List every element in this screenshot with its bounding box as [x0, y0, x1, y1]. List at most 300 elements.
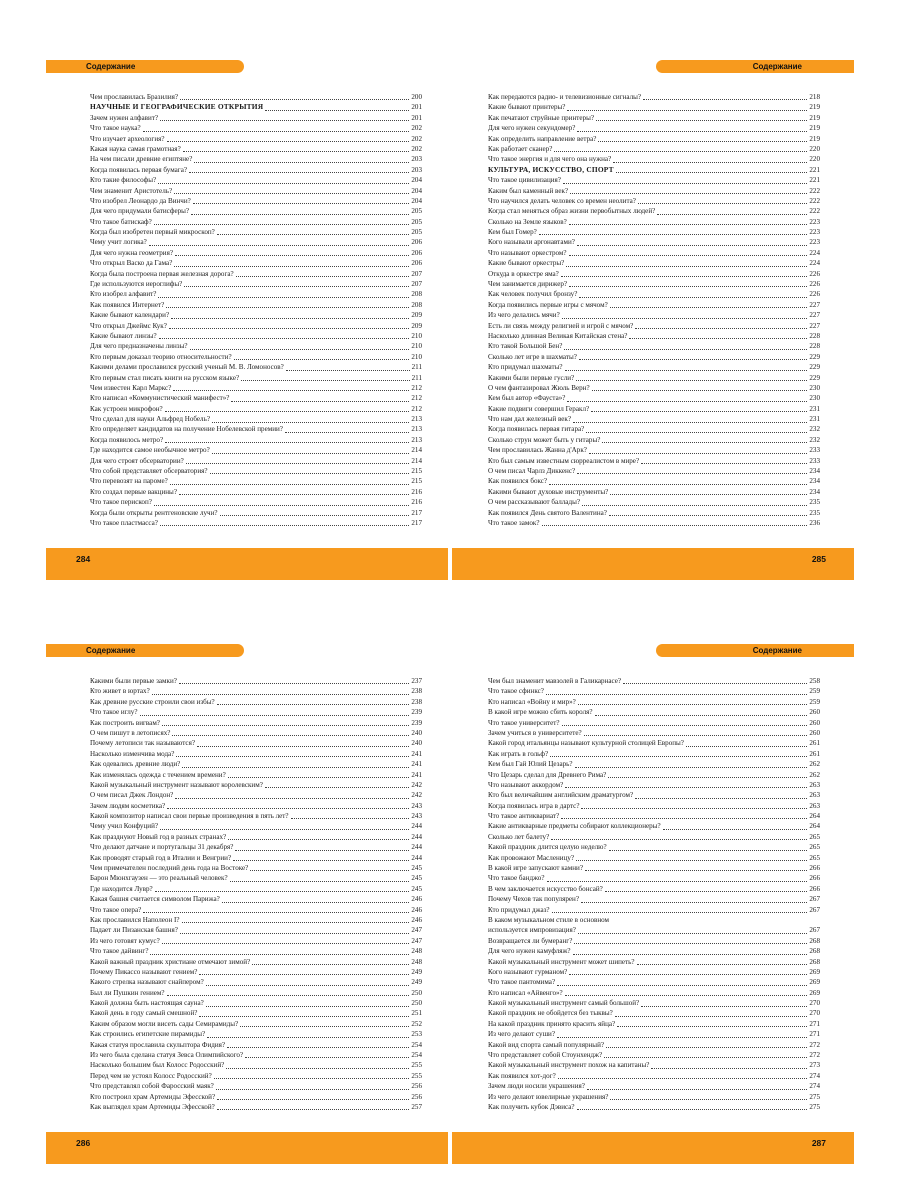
toc-entry-page: 204 [411, 186, 422, 195]
dot-leader [539, 234, 808, 235]
toc-entry [90, 456, 422, 466]
toc-entry-page: 224 [809, 248, 820, 257]
dot-leader [565, 995, 808, 996]
toc-entry-title: Кто придумал джаз? [488, 905, 550, 914]
toc-entry-title: Падает ли Пизанская башня? [90, 926, 178, 935]
dot-leader [206, 985, 410, 986]
toc-entry [488, 718, 820, 728]
toc-entry-title: Кто был величайшим английским драматургом? [488, 791, 634, 800]
dot-leader [577, 1109, 808, 1110]
dot-leader [686, 746, 807, 747]
toc-entry [90, 414, 422, 424]
toc-entry-page: 253 [411, 1030, 422, 1039]
toc-entry-title: Кто построил храм Артемиды Эфесской? [90, 1092, 216, 1101]
dot-leader [193, 203, 410, 204]
dot-leader [610, 307, 808, 308]
toc-entry-title: Сколько лет игре в шахматы? [488, 352, 577, 361]
dot-leader [252, 964, 409, 965]
toc-entry-page: 257 [411, 1103, 422, 1111]
toc-entry-page: 235 [809, 508, 820, 517]
toc-entry-title: Когда появилась первая бумага? [90, 165, 187, 174]
toc-entry [90, 508, 422, 518]
dot-leader [183, 151, 410, 152]
section-header: Содержание [656, 644, 854, 657]
toc-entry-title: Чем прославилась Бразилия? [90, 92, 179, 101]
toc-entry-title: Как появился хот-дог? [488, 1071, 556, 1080]
toc-entry-title: Как играть в гольф? [488, 749, 549, 758]
toc-entry-title: Какой музыкальный инструмент похож на капитаны? [488, 1061, 650, 1070]
toc-entry [90, 279, 422, 289]
toc-entry-page: 222 [809, 196, 820, 205]
toc-entry-title: Кто написал «Коммунистический манифест»? [90, 394, 230, 403]
dot-leader [581, 902, 807, 903]
dot-leader [629, 338, 807, 339]
toc-entry-page: 241 [411, 749, 422, 758]
dot-leader [170, 484, 410, 485]
toc-entry-page: 245 [411, 874, 422, 883]
toc-entry-page: 207 [411, 269, 422, 278]
toc-entry [90, 770, 422, 780]
toc-entry-page: 235 [809, 498, 820, 507]
toc-entry [90, 331, 422, 341]
toc-entry [90, 1060, 422, 1070]
toc-entry-page: 237 [411, 676, 422, 685]
toc-entry-title: Для чего строят обсерватории? [90, 456, 184, 465]
toc-entry [488, 269, 820, 279]
toc-entry-title: Что представляет собой Стоунхендж? [488, 1051, 603, 1060]
toc-entry-title: Когда появились первые игры с мячом? [488, 300, 608, 309]
dot-leader [569, 224, 808, 225]
toc-entry-page: 267 [809, 895, 820, 904]
toc-entry-title: Зачем учиться в университете? [488, 728, 582, 737]
dot-leader [155, 891, 410, 892]
toc-entry [90, 718, 422, 728]
toc-entry [90, 237, 422, 247]
toc-entry [90, 957, 422, 967]
dot-leader [160, 120, 409, 121]
toc-entry-page: 238 [411, 687, 422, 696]
toc-entry-title: Что такое пластмасса? [90, 519, 158, 527]
toc-entry-page: 269 [809, 978, 820, 987]
toc-entry-page: 243 [411, 812, 422, 821]
toc-entry-title: В каком музыкальном стиле в основном [488, 915, 610, 924]
dot-leader [143, 131, 410, 132]
toc-entry [90, 134, 422, 144]
toc-entry-page: 212 [411, 383, 422, 392]
toc-entry [488, 414, 820, 424]
dot-leader [605, 891, 808, 892]
dot-leader [176, 756, 409, 757]
toc-section-heading [488, 165, 820, 175]
dot-leader [576, 860, 807, 861]
toc-entry-page: 215 [411, 467, 422, 476]
dot-leader [217, 234, 410, 235]
toc-entry [488, 206, 820, 216]
toc-entry-title: Сколько на Земле языков? [488, 217, 567, 226]
dot-leader [180, 99, 409, 100]
toc-entry-title: Какой праздник не обойдется без тыквы? [488, 1009, 613, 1018]
dot-leader [162, 725, 409, 726]
page-footer-bar [452, 1132, 854, 1164]
toc-entry-title: Кто придумал шахматы? [488, 363, 563, 372]
dot-leader [220, 515, 410, 516]
toc-entry-page: 219 [809, 113, 820, 122]
toc-entry [488, 998, 820, 1008]
toc-entry-title: Как определить направление ветра? [488, 134, 597, 143]
toc-entry-page: 271 [809, 1030, 820, 1039]
dot-leader [173, 390, 409, 391]
toc-page-286 [46, 624, 448, 1172]
toc-entry-title: Какими были первые замки? [90, 676, 177, 685]
toc-entry-page: 227 [809, 311, 820, 320]
toc-entry [90, 175, 422, 185]
toc-entry-page: 254 [411, 1040, 422, 1049]
dot-leader [582, 505, 807, 506]
dot-leader [578, 933, 807, 934]
toc-entry [488, 466, 820, 476]
page-number: 286 [76, 1138, 91, 1148]
toc-entry-title: Какие подвиги совершил Геракл? [488, 404, 590, 413]
toc-entry-title: Из чего готовят кумус? [90, 936, 160, 945]
toc-entry-page: 244 [411, 832, 422, 841]
toc-entry [90, 915, 422, 925]
toc-entry-title: Чем прославилась Жанна д'Арк? [488, 446, 587, 455]
toc-entry-page: 264 [809, 812, 820, 821]
toc-entry [90, 206, 422, 216]
toc-entry-page: 210 [411, 342, 422, 351]
toc-entry-page: 230 [809, 394, 820, 403]
toc-entry [488, 383, 820, 393]
dot-leader [191, 214, 409, 215]
toc-entry-title: КУЛЬТУРА, ИСКУССТВО, СПОРТ [488, 164, 614, 174]
toc-entry-title: Насколько длинная Великая Китайская стена? [488, 331, 628, 340]
dot-leader [169, 328, 409, 329]
toc-entry [90, 154, 422, 164]
toc-entry-title: Что такое банджо? [488, 874, 545, 883]
toc-entry-title: Что делают датчане и португальцы 31 декабря? [90, 843, 234, 852]
toc-entry-page: 211 [411, 363, 422, 372]
dot-leader [573, 954, 808, 955]
toc-entry [488, 749, 820, 759]
toc-entry [90, 1019, 422, 1029]
dot-leader [542, 525, 808, 526]
toc-entry-title: Что такое энергия и для чего она нужна? [488, 155, 612, 164]
toc-entry-page: 243 [411, 801, 422, 810]
toc-entry-page: 205 [411, 217, 422, 226]
toc-entry-title: НАУЧНЫЕ И ГЕОГРАФИЧЕСКИЕ ОТКРЫТИЯ [90, 102, 264, 112]
toc-entry [488, 508, 820, 518]
dot-leader [182, 922, 410, 923]
toc-entry-title: Откуда в оркестре яма? [488, 269, 559, 278]
toc-entry-title: Был ли Пушкин гением? [90, 988, 165, 997]
toc-entry-page: 265 [809, 853, 820, 862]
toc-entry-title: Кого называют гурманом? [488, 967, 568, 976]
dot-leader [217, 1099, 409, 1100]
toc-entry-page: 246 [411, 895, 422, 904]
toc-entry-page: 244 [411, 822, 422, 831]
toc-page-287 [452, 624, 854, 1172]
toc-entry [488, 988, 820, 998]
dot-leader [265, 110, 409, 111]
toc-entry-page: 212 [411, 394, 422, 403]
toc-entry-page: 208 [411, 290, 422, 299]
page-number: 284 [76, 554, 91, 564]
toc-entry-title: Барон Мюнхгаузен — это реальный человек? [90, 874, 228, 883]
toc-entry [90, 1092, 422, 1102]
dot-leader [651, 1068, 807, 1069]
toc-entry-page: 219 [809, 134, 820, 143]
toc-entry-page: 239 [411, 708, 422, 717]
toc-entry [90, 227, 422, 237]
toc-entry [488, 248, 820, 258]
dot-leader [558, 1078, 808, 1079]
toc-entry-page: 201 [411, 103, 422, 112]
toc-entry [488, 728, 820, 738]
toc-entry-title: Сколько струн может быть у гитары? [488, 435, 601, 444]
toc-entry-page: 202 [411, 144, 422, 153]
toc-entry-page: 245 [411, 884, 422, 893]
toc-entry-title: Как выглядел храм Артемиды Эфесской? [90, 1103, 215, 1111]
toc-entry [90, 165, 422, 175]
toc-entry-title: Какими делами прославился русский ученый М. В. Ломоносов? [90, 363, 284, 372]
toc-entry [488, 144, 820, 154]
toc-entry-page: 227 [809, 300, 820, 309]
dot-leader [140, 715, 410, 716]
toc-entry [90, 1040, 422, 1050]
toc-entry [90, 497, 422, 507]
toc-entry [90, 373, 422, 383]
toc-entry [488, 863, 820, 873]
toc-entry-title: Кто изобрел алфавит? [90, 290, 157, 299]
dot-leader [228, 839, 409, 840]
toc-entry-title: Почему Пикассо называют гением? [90, 967, 198, 976]
toc-entry-title: Кем был автор «Фауста»? [488, 394, 566, 403]
toc-entry-title: Что собой представляет обсерватория? [90, 467, 208, 476]
toc-entry-title: Чем занимается дирижер? [488, 280, 568, 289]
toc-entry [488, 853, 820, 863]
toc-entry-title: Сколько лет балету? [488, 832, 550, 841]
toc-entry-title: Как древние русские строили свои избы? [90, 697, 215, 706]
dot-leader [174, 193, 409, 194]
dot-leader [166, 307, 409, 308]
toc-entry-page: 231 [809, 404, 820, 413]
toc-entry-title: О чем фантазировал Жюль Верн? [488, 383, 590, 392]
toc-entry-page: 268 [809, 936, 820, 945]
toc-entry-title: Чему учил Конфуций? [90, 822, 159, 831]
toc-entry [488, 790, 820, 800]
toc-entry-title: Как изменялась одежда с течением времени? [90, 770, 226, 779]
dot-leader [623, 683, 807, 684]
toc-entry-title: Какая наука самая грамотная? [90, 144, 181, 153]
toc-entry-page: 274 [809, 1082, 820, 1091]
toc-entry-title: Что изучает археология? [90, 134, 165, 143]
dot-leader [546, 694, 807, 695]
toc-entry [488, 1102, 820, 1112]
toc-entry-title: Когда появилось метро? [90, 435, 164, 444]
toc-entry-title: Чем был знаменит мавзолей в Галикарнасе? [488, 676, 622, 685]
toc-entry [90, 707, 422, 717]
dot-leader [167, 141, 410, 142]
dot-leader [641, 463, 807, 464]
toc-entry-page: 244 [411, 853, 422, 862]
toc-entry [90, 998, 422, 1008]
dot-leader [613, 162, 807, 163]
toc-entry [90, 905, 422, 915]
toc-entry-page: 229 [809, 373, 820, 382]
toc-entry [90, 749, 422, 759]
toc-entry [488, 915, 820, 925]
toc-entry-title: Какими бывают духовые инструменты? [488, 487, 609, 496]
toc-entry-title: Когда появилась первая гитара? [488, 425, 585, 434]
toc-entry-page: 260 [809, 718, 820, 727]
toc-entry-page: 203 [411, 165, 422, 174]
toc-entry-page: 215 [411, 477, 422, 486]
toc-entry [90, 352, 422, 362]
dot-leader [610, 1099, 807, 1100]
toc-entry-page: 244 [411, 843, 422, 852]
dot-leader [557, 1037, 807, 1038]
toc-entry [488, 905, 820, 915]
toc-entry [488, 894, 820, 904]
toc-entry-title: Какого стрелка называют снайпером? [90, 978, 204, 987]
toc-entry-page: 274 [809, 1071, 820, 1080]
toc-entry-title: Кем был Гомер? [488, 228, 537, 237]
toc-entry-page: 246 [411, 915, 422, 924]
toc-entry [90, 300, 422, 310]
toc-entry-title: Где используются иероглифы? [90, 280, 183, 289]
toc-entry-title: Какие бывают оркестры? [488, 259, 565, 268]
toc-entry [90, 404, 422, 414]
toc-entry [488, 1009, 820, 1019]
dot-leader [573, 422, 807, 423]
toc-entry-page: 263 [809, 791, 820, 800]
dot-leader [567, 401, 807, 402]
dot-leader [265, 787, 410, 788]
toc-entry-page: 263 [809, 801, 820, 810]
toc-entry-title: Что такое университет? [488, 718, 560, 727]
toc-entry-title: Как появился Интернет? [90, 300, 165, 309]
toc-entry [488, 1029, 820, 1039]
dot-leader [577, 473, 807, 474]
dot-leader [609, 515, 807, 516]
toc-entry [90, 811, 422, 821]
dot-leader [589, 453, 807, 454]
toc-entry-title: Из чего была сделана статуя Зевса Олимпийского? [90, 1051, 244, 1060]
toc-entry-page: 208 [411, 300, 422, 309]
toc-entry-title: Где находится самое необычное метро? [90, 446, 210, 455]
toc-entry-title: Как работает сканер? [488, 144, 553, 153]
toc-entry [90, 1081, 422, 1091]
toc-entry-title: Как проводят старый год в Италии и Венгрии? [90, 853, 232, 862]
toc-entry [488, 697, 820, 707]
dot-leader [547, 881, 808, 882]
toc-entry [90, 697, 422, 707]
toc-entry-page: 260 [809, 708, 820, 717]
toc-entry-page: 206 [411, 259, 422, 268]
toc-entry-page: 233 [809, 446, 820, 455]
toc-entry-title: Какие бывают календари? [90, 311, 170, 320]
toc-entry-title: Зачем нужен алфавит? [90, 113, 159, 122]
dot-leader [587, 1089, 807, 1090]
toc-entry-title: Что такое замок? [488, 519, 540, 527]
toc-entry [90, 863, 422, 873]
toc-entry-page: 205 [411, 207, 422, 216]
toc-entry-page: 213 [411, 415, 422, 424]
toc-entry-page: 263 [809, 780, 820, 789]
toc-entry-page: 273 [809, 1061, 820, 1070]
toc-entry-page: 262 [809, 770, 820, 779]
dot-leader [230, 881, 410, 882]
dot-leader [610, 494, 807, 495]
toc-entry-title: Какой должна быть настоящая сауна? [90, 999, 204, 1008]
toc-entry-page: 265 [809, 843, 820, 852]
toc-entry [90, 988, 422, 998]
toc-entry [90, 425, 422, 435]
toc-entry-page: 212 [411, 404, 422, 413]
toc-entry-page: 203 [411, 155, 422, 164]
toc-entry [90, 196, 422, 206]
toc-entry [488, 821, 820, 831]
toc-entry-page: 214 [411, 456, 422, 465]
toc-entry-page: 272 [809, 1051, 820, 1060]
toc-section-heading [90, 102, 422, 112]
toc-entry-page: 269 [809, 988, 820, 997]
toc-entry-page: 232 [809, 435, 820, 444]
toc-entry-page: 220 [809, 144, 820, 153]
dot-leader [550, 756, 807, 757]
toc-entry-page: 216 [411, 498, 422, 507]
toc-entry-title: Что такое пантомима? [488, 978, 556, 987]
toc-entry [90, 1029, 422, 1039]
toc-entry [90, 113, 422, 123]
toc-entry [90, 123, 422, 133]
toc-entry [90, 217, 422, 227]
toc-entry-title: Для чего нужен камуфляж? [488, 947, 571, 956]
toc-entry-page: 262 [809, 760, 820, 769]
toc-entry-title: Как человек получил бронзу? [488, 290, 578, 299]
toc-entry [90, 801, 422, 811]
toc-entry-page: 266 [809, 884, 820, 893]
toc-entry-title: Какой музыкальный инструмент может шипеть? [488, 957, 635, 966]
toc-entry-page: 255 [411, 1071, 422, 1080]
toc-entry-page: 252 [411, 1019, 422, 1028]
dot-leader [234, 359, 410, 360]
dot-leader [586, 432, 807, 433]
toc-entry [488, 1040, 820, 1050]
toc-entry-page: 206 [411, 248, 422, 257]
toc-entry-title: Какими были первые гусли? [488, 373, 575, 382]
toc-entry-page: 240 [411, 728, 422, 737]
toc-entry-title: Что изобрел Леонардо да Винчи? [90, 196, 191, 205]
toc-entry-page: 255 [411, 1061, 422, 1070]
toc-entry [488, 227, 820, 237]
toc-entry-page: 251 [411, 1009, 422, 1018]
toc-entry [90, 445, 422, 455]
toc-entry [488, 362, 820, 372]
toc-entry-title: Из чего делают суши? [488, 1030, 556, 1039]
toc-entry [90, 466, 422, 476]
toc-entry-title: Кто написал «Войну и мир»? [488, 697, 576, 706]
dot-leader [226, 1068, 409, 1069]
dot-leader [569, 286, 807, 287]
dot-leader [206, 1006, 410, 1007]
toc-entry [90, 92, 422, 102]
dot-leader [182, 767, 409, 768]
toc-entry-page: 222 [809, 186, 820, 195]
dot-leader [159, 338, 410, 339]
toc-entry-title: Что такое опера? [90, 905, 142, 914]
toc-entry-page: 259 [809, 687, 820, 696]
